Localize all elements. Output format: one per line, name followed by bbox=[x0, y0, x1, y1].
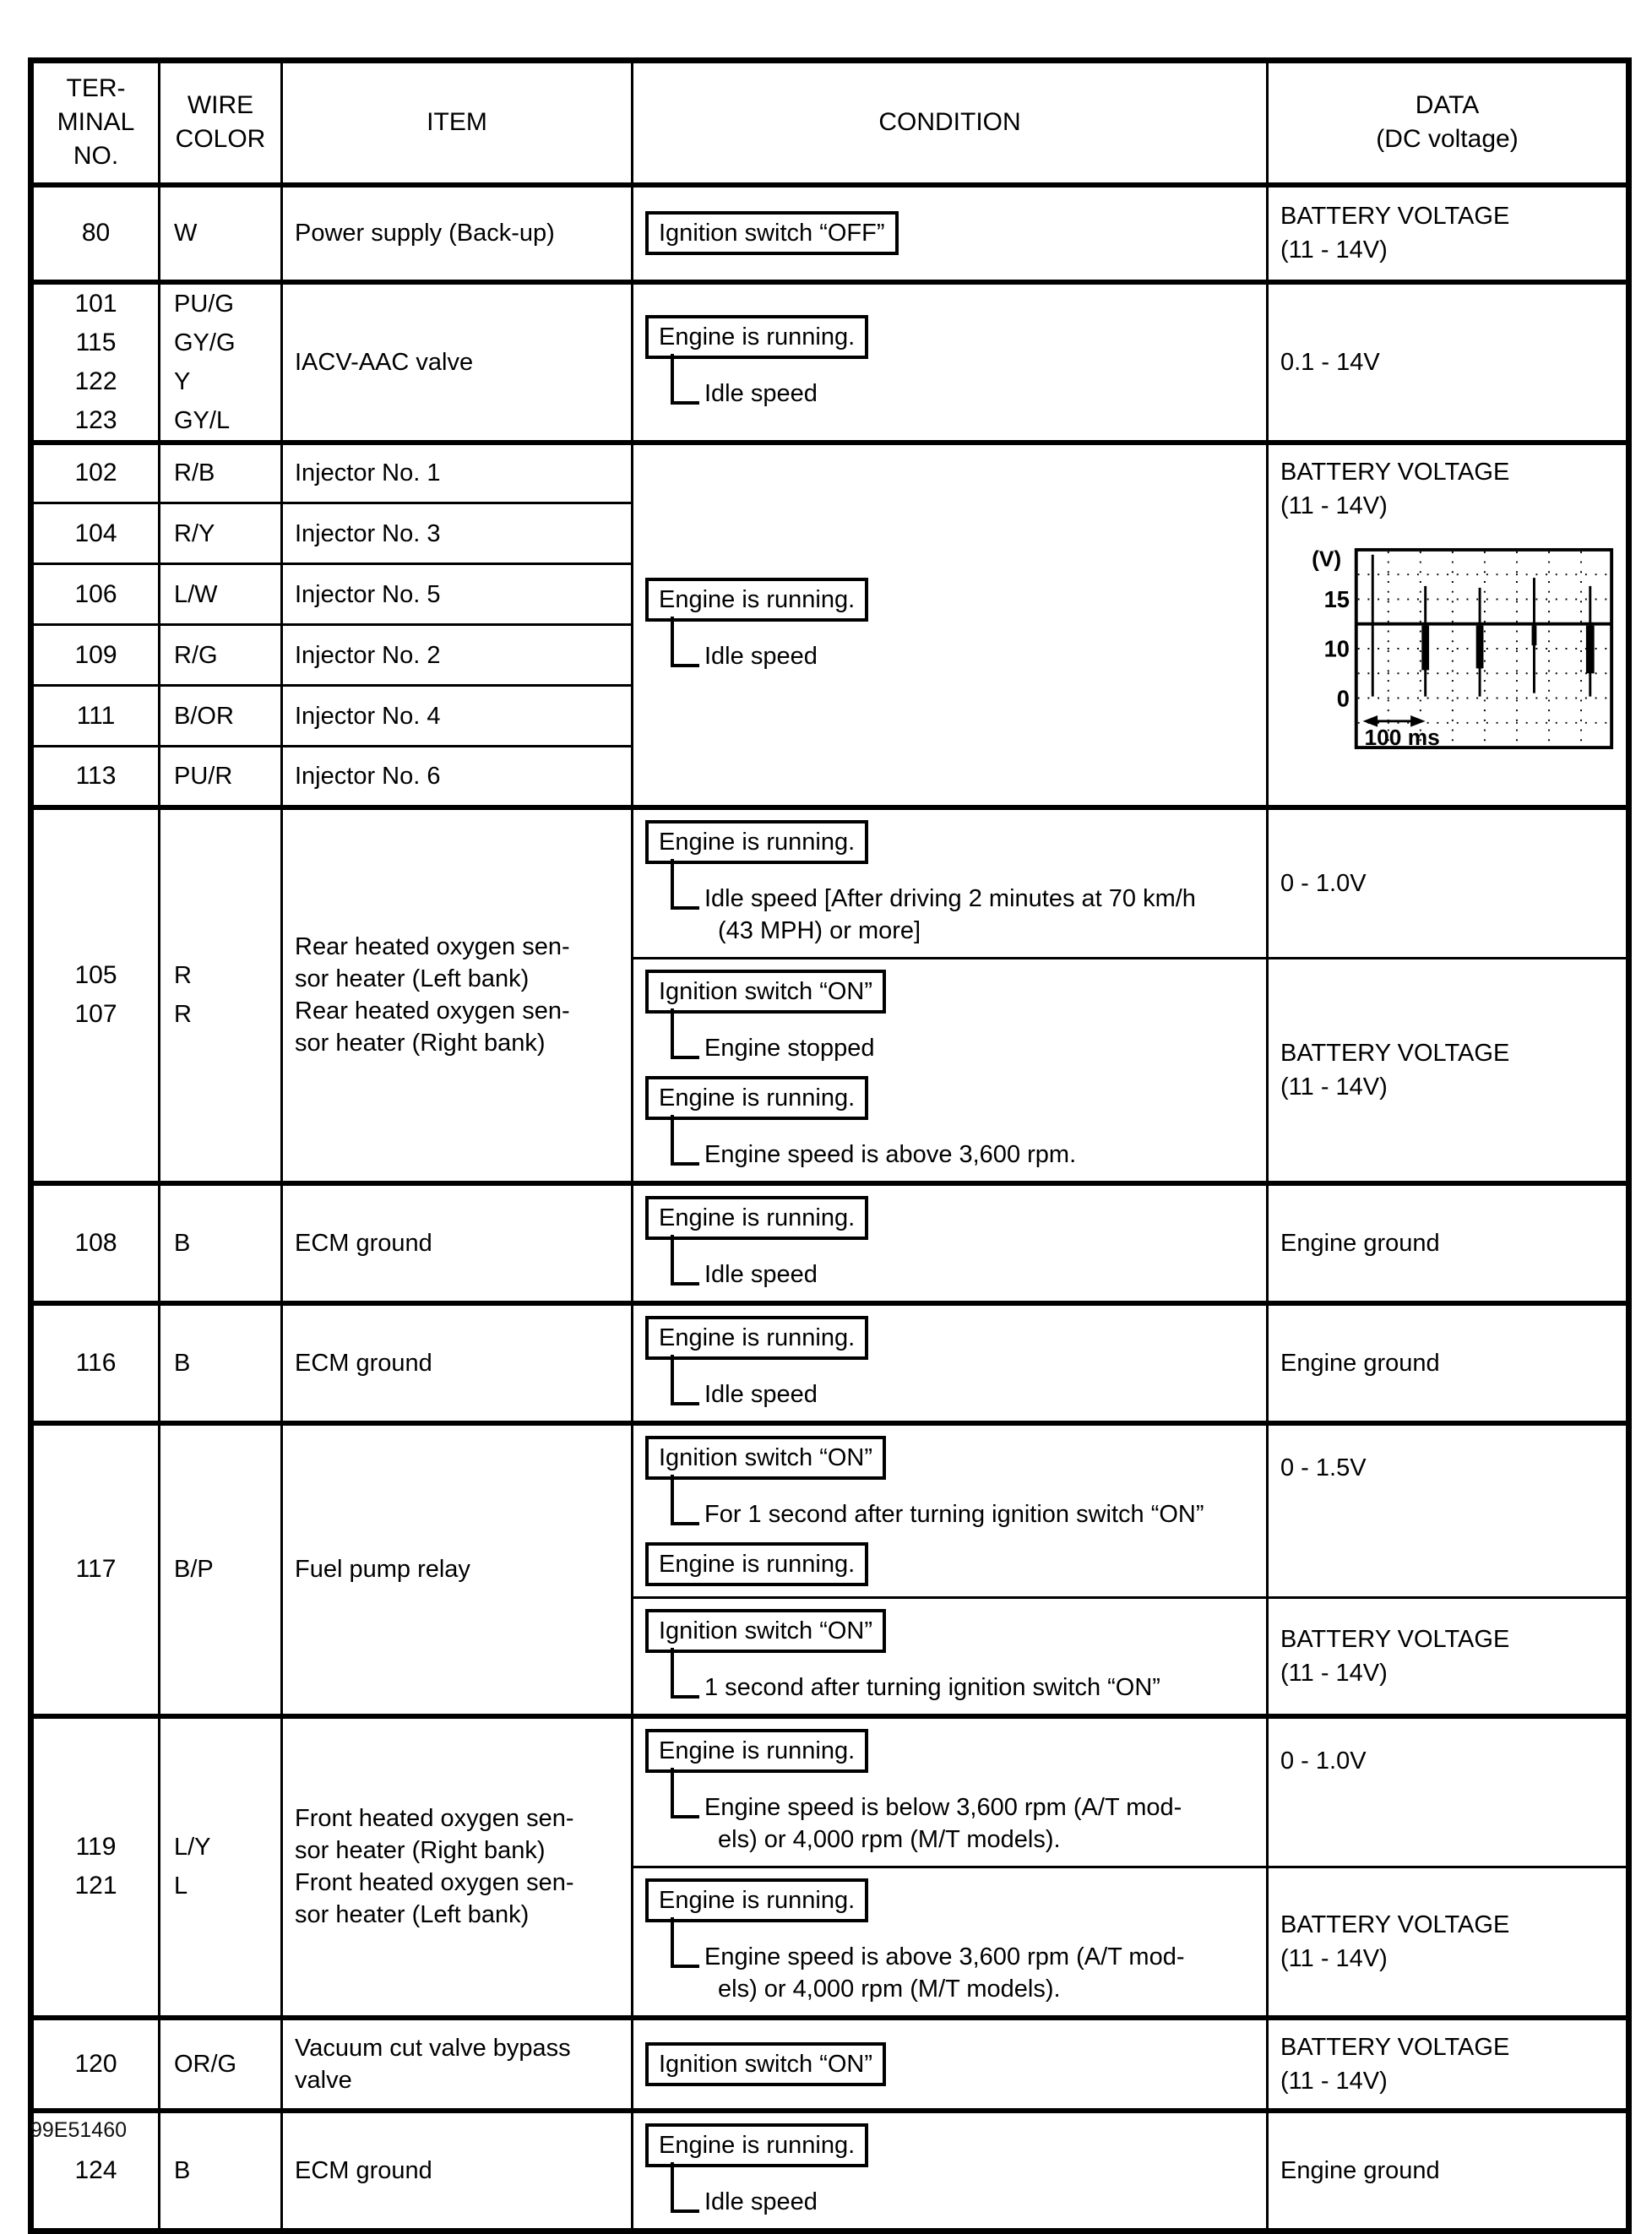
wire-color: B bbox=[174, 1229, 191, 1257]
tree-connector bbox=[664, 1488, 1204, 1530]
condition-box: Engine is running. bbox=[645, 1196, 868, 1240]
terminal-no: 105 bbox=[74, 961, 117, 989]
tree-connector bbox=[664, 1931, 1185, 2005]
item-cell bbox=[282, 747, 633, 807]
data-value: Engine ground bbox=[1280, 1229, 1440, 1257]
data-cell bbox=[1268, 1303, 1629, 1423]
condition-cell bbox=[633, 282, 1268, 443]
condition-box: Engine is running. bbox=[645, 578, 868, 622]
wire-color-cell bbox=[160, 282, 282, 443]
terminal-cell bbox=[31, 1303, 160, 1423]
scope-tick-0: 0 bbox=[1336, 684, 1350, 711]
wire-color: R/B bbox=[174, 459, 215, 487]
condition-box: Ignition switch “ON” bbox=[645, 970, 886, 1014]
tree-connector bbox=[664, 1781, 1182, 1856]
item-label: Vacuum cut valve bypass bbox=[295, 2034, 571, 2062]
data-value: (11 - 14V) bbox=[1280, 236, 1388, 264]
header-item bbox=[282, 61, 633, 185]
wire-color: PU/R bbox=[174, 762, 233, 790]
document-id: 99E51460 bbox=[30, 2118, 128, 2142]
item-cell bbox=[282, 185, 633, 282]
item-label: ECM ground bbox=[295, 1349, 432, 1377]
data-cell bbox=[1268, 1423, 1629, 1598]
table-row bbox=[31, 807, 1629, 959]
condition-box: Engine is running. bbox=[645, 820, 868, 864]
item-label: Front heated oxygen sen- bbox=[295, 1869, 574, 1896]
header-terminal-line3: NO. bbox=[73, 142, 119, 171]
data-value: Engine ground bbox=[1280, 2156, 1440, 2184]
terminal-no: 120 bbox=[74, 2049, 117, 2078]
scope-tick-10: 10 bbox=[1323, 635, 1350, 662]
header-terminal-line1: TER- bbox=[66, 74, 126, 103]
condition-box: Engine is running. bbox=[645, 1316, 868, 1360]
oscilloscope-chart bbox=[1280, 545, 1614, 762]
data-value: BATTERY VOLTAGE bbox=[1280, 1039, 1510, 1067]
condition-cell bbox=[633, 807, 1268, 959]
condition-box: Engine is running. bbox=[645, 1878, 868, 1922]
data-value: 0 - 1.5V bbox=[1280, 1454, 1367, 1481]
table-row bbox=[31, 185, 1629, 282]
condition-branch: Engine speed is above 3,600 rpm (A/T mod- bbox=[704, 1943, 1185, 1970]
condition-branch: Engine stopped bbox=[704, 1034, 875, 1062]
item-cell bbox=[282, 807, 633, 1183]
item-label: ECM ground bbox=[295, 2156, 432, 2184]
item-label: Injector No. 3 bbox=[295, 519, 441, 547]
item-cell bbox=[282, 443, 633, 503]
terminal-no: 117 bbox=[75, 1555, 117, 1583]
header-wire-line1: WIRE bbox=[187, 91, 254, 120]
wire-color: R bbox=[174, 962, 192, 989]
condition-cell bbox=[633, 2018, 1268, 2111]
data-value: BATTERY VOLTAGE bbox=[1280, 2033, 1510, 2061]
data-cell bbox=[1268, 1716, 1629, 1867]
scope-time-scale: 100 ms bbox=[1364, 724, 1440, 750]
wire-color: W bbox=[174, 220, 198, 247]
item-label: sor heater (Left bank) bbox=[295, 1901, 530, 1928]
condition-branch: Idle speed bbox=[704, 1380, 818, 1408]
item-label: sor heater (Right bank) bbox=[295, 1030, 546, 1057]
data-value: 0 - 1.0V bbox=[1280, 869, 1367, 897]
wire-color-cell bbox=[160, 1183, 282, 1303]
condition-branch: Idle speed [After driving 2 minutes at 70 km/h bbox=[704, 884, 1196, 912]
condition-cell bbox=[633, 443, 1268, 807]
terminal-cell bbox=[31, 185, 160, 282]
wire-color-cell bbox=[160, 2111, 282, 2231]
condition-box: Engine is running. bbox=[645, 1076, 868, 1120]
header-terminal-no bbox=[31, 61, 160, 185]
wire-color: L/Y bbox=[174, 1834, 211, 1861]
data-value: 0 - 1.0V bbox=[1280, 1747, 1367, 1775]
tree-connector bbox=[664, 1248, 818, 1291]
data-value: (11 - 14V) bbox=[1280, 1944, 1388, 1972]
condition-branch: Idle speed bbox=[704, 1260, 818, 1288]
condition-box: Engine is running. bbox=[645, 2123, 868, 2167]
terminal-no: 123 bbox=[74, 405, 117, 434]
scope-y-unit: (V) bbox=[1312, 545, 1342, 571]
data-value: 0.1 - 14V bbox=[1280, 348, 1380, 376]
wire-color: L/W bbox=[174, 580, 218, 608]
item-label: sor heater (Right bank) bbox=[295, 1837, 546, 1864]
tree-connector bbox=[664, 872, 1196, 947]
item-cell bbox=[282, 564, 633, 625]
item-label: Power supply (Back-up) bbox=[295, 220, 555, 247]
item-cell bbox=[282, 2111, 633, 2231]
tree-connector bbox=[664, 630, 818, 672]
data-cell bbox=[1268, 443, 1629, 807]
table-row bbox=[31, 1423, 1629, 1598]
item-label: Injector No. 5 bbox=[295, 580, 441, 608]
condition-branch: els) or 4,000 rpm (M/T models). bbox=[718, 1825, 1061, 1853]
item-cell bbox=[282, 686, 633, 747]
item-cell bbox=[282, 1303, 633, 1423]
scope-tick-15: 15 bbox=[1323, 585, 1350, 612]
condition-cell bbox=[633, 1303, 1268, 1423]
data-cell bbox=[1268, 807, 1629, 959]
data-value: (11 - 14V) bbox=[1280, 1659, 1388, 1687]
header-condition-label: CONDITION bbox=[878, 108, 1021, 137]
item-label: IACV-AAC valve bbox=[295, 348, 474, 376]
condition-box: Ignition switch “ON” bbox=[645, 1609, 886, 1653]
wire-color: GY/G bbox=[174, 329, 236, 356]
data-value: BATTERY VOLTAGE bbox=[1280, 1911, 1510, 1938]
item-cell bbox=[282, 625, 633, 686]
terminal-no: 113 bbox=[75, 761, 117, 790]
wire-color: GY/L bbox=[174, 406, 231, 434]
item-label: Injector No. 6 bbox=[295, 762, 441, 790]
data-value: BATTERY VOLTAGE bbox=[1280, 458, 1510, 486]
wire-color-cell bbox=[160, 1716, 282, 2018]
wire-color: Y bbox=[174, 367, 191, 395]
condition-branch: Idle speed bbox=[704, 642, 818, 670]
item-label: valve bbox=[295, 2066, 352, 2094]
header-terminal-line2: MINAL bbox=[57, 108, 135, 137]
terminal-cell bbox=[31, 503, 160, 564]
item-cell bbox=[282, 1716, 633, 2018]
wire-color-cell bbox=[160, 503, 282, 564]
condition-cell bbox=[633, 1423, 1268, 1598]
item-label: Injector No. 4 bbox=[295, 702, 441, 730]
data-value: Engine ground bbox=[1280, 1349, 1440, 1377]
terminal-no: 109 bbox=[74, 640, 117, 669]
condition-branch: Engine speed is above 3,600 rpm. bbox=[704, 1140, 1077, 1168]
terminal-cell bbox=[31, 2018, 160, 2111]
wire-color-cell bbox=[160, 185, 282, 282]
tree-connector bbox=[664, 1022, 875, 1064]
wire-color-cell bbox=[160, 807, 282, 1183]
condition-box: Engine is running. bbox=[645, 1729, 868, 1773]
wire-color-cell bbox=[160, 443, 282, 503]
header-data-line2: (DC voltage) bbox=[1376, 125, 1519, 154]
terminal-cell bbox=[31, 1716, 160, 2018]
item-cell bbox=[282, 2018, 633, 2111]
terminal-no: 111 bbox=[76, 701, 116, 730]
wire-color: B/P bbox=[174, 1556, 214, 1583]
wire-color: R/Y bbox=[174, 519, 215, 547]
wire-color: PU/G bbox=[174, 290, 234, 318]
header-condition bbox=[633, 61, 1268, 185]
terminal-cell bbox=[31, 282, 160, 443]
terminal-no: 115 bbox=[75, 328, 117, 356]
data-cell bbox=[1268, 2018, 1629, 2111]
table-row bbox=[31, 1716, 1629, 1867]
wire-color: R/G bbox=[174, 641, 218, 669]
terminal-no: 80 bbox=[81, 219, 111, 247]
header-wire-color bbox=[160, 61, 282, 185]
condition-branch: 1 second after turning ignition switch “ON” bbox=[704, 1673, 1160, 1701]
item-cell bbox=[282, 1183, 633, 1303]
terminal-no: 108 bbox=[74, 1228, 117, 1257]
wire-color-cell bbox=[160, 564, 282, 625]
wire-color: B bbox=[174, 1349, 191, 1377]
data-value: BATTERY VOLTAGE bbox=[1280, 1625, 1510, 1653]
condition-branch: Idle speed bbox=[704, 379, 818, 407]
data-cell bbox=[1268, 1183, 1629, 1303]
terminal-no: 122 bbox=[74, 367, 117, 395]
table-row bbox=[31, 282, 1629, 443]
terminal-no: 119 bbox=[75, 1833, 117, 1861]
item-label: Injector No. 2 bbox=[295, 641, 441, 669]
terminal-cell bbox=[31, 625, 160, 686]
data-value: (11 - 14V) bbox=[1280, 492, 1388, 519]
table-row bbox=[31, 2018, 1629, 2111]
table-row bbox=[31, 2111, 1629, 2231]
table-row bbox=[31, 1303, 1629, 1423]
terminal-cell bbox=[31, 747, 160, 807]
terminal-cell bbox=[31, 807, 160, 1183]
condition-cell bbox=[633, 958, 1268, 1183]
terminal-no: 124 bbox=[74, 2155, 117, 2184]
terminal-no: 116 bbox=[75, 1348, 117, 1377]
condition-cell bbox=[633, 1716, 1268, 1867]
terminal-cell bbox=[31, 686, 160, 747]
item-label: Injector No. 1 bbox=[295, 459, 441, 487]
wire-color-cell bbox=[160, 1303, 282, 1423]
wire-color: B bbox=[174, 2156, 191, 2184]
data-cell bbox=[1268, 958, 1629, 1183]
wire-color-cell bbox=[160, 686, 282, 747]
header-wire-line2: COLOR bbox=[175, 125, 266, 154]
condition-box: Ignition switch “OFF” bbox=[645, 211, 899, 255]
item-cell bbox=[282, 1423, 633, 1716]
condition-cell bbox=[633, 1183, 1268, 1303]
terminal-cell bbox=[31, 443, 160, 503]
header-item-label: ITEM bbox=[427, 108, 487, 137]
item-label: Front heated oxygen sen- bbox=[295, 1805, 574, 1832]
terminal-no: 101 bbox=[74, 289, 117, 318]
wire-color: R bbox=[174, 1001, 192, 1028]
data-cell bbox=[1268, 282, 1629, 443]
terminal-data-table bbox=[28, 57, 1632, 2234]
condition-branch: Idle speed bbox=[704, 2188, 818, 2215]
condition-box: Ignition switch “ON” bbox=[645, 1436, 886, 1480]
tree-connector bbox=[664, 367, 818, 410]
wire-color: L bbox=[174, 1873, 188, 1900]
data-cell bbox=[1268, 1597, 1629, 1716]
terminal-cell bbox=[31, 564, 160, 625]
condition-cell bbox=[633, 2111, 1268, 2231]
wire-color-cell bbox=[160, 2018, 282, 2111]
condition-branch: (43 MPH) or more] bbox=[718, 916, 921, 944]
wire-color: OR/G bbox=[174, 2050, 237, 2078]
header-data bbox=[1268, 61, 1629, 185]
condition-cell bbox=[633, 1597, 1268, 1716]
terminal-no: 102 bbox=[74, 459, 117, 487]
item-label: ECM ground bbox=[295, 1229, 432, 1257]
item-label: Fuel pump relay bbox=[295, 1556, 470, 1583]
wire-color-cell bbox=[160, 747, 282, 807]
terminal-no: 104 bbox=[74, 519, 117, 547]
condition-branch: els) or 4,000 rpm (M/T models). bbox=[718, 1975, 1061, 2003]
wire-color-cell bbox=[160, 625, 282, 686]
terminal-cell bbox=[31, 1183, 160, 1303]
data-cell bbox=[1268, 2111, 1629, 2231]
item-label: sor heater (Left bank) bbox=[295, 965, 530, 992]
terminal-no: 107 bbox=[74, 1000, 117, 1028]
header-data-line1: DATA bbox=[1415, 91, 1480, 120]
table-header-row bbox=[31, 61, 1629, 185]
terminal-no: 106 bbox=[74, 579, 117, 608]
condition-cell bbox=[633, 1867, 1268, 2018]
item-label: Rear heated oxygen sen- bbox=[295, 997, 570, 1025]
tree-connector bbox=[664, 1128, 1076, 1171]
tree-connector bbox=[664, 2176, 818, 2218]
condition-box: Ignition switch “ON” bbox=[645, 2042, 886, 2086]
tree-connector bbox=[664, 1368, 818, 1411]
data-value: (11 - 14V) bbox=[1280, 1073, 1388, 1101]
data-cell bbox=[1268, 1867, 1629, 2018]
data-cell bbox=[1268, 185, 1629, 282]
terminal-cell bbox=[31, 1423, 160, 1716]
terminal-no: 121 bbox=[74, 1872, 117, 1900]
condition-box: Engine is running. bbox=[645, 315, 868, 359]
data-value: BATTERY VOLTAGE bbox=[1280, 203, 1510, 230]
condition-box: Engine is running. bbox=[645, 1542, 868, 1586]
table-row bbox=[31, 1183, 1629, 1303]
wire-color-cell bbox=[160, 1423, 282, 1716]
table-row bbox=[31, 443, 1629, 503]
item-label: Rear heated oxygen sen- bbox=[295, 933, 570, 960]
wire-color: B/OR bbox=[174, 702, 234, 730]
tree-connector bbox=[664, 1661, 1160, 1704]
item-cell bbox=[282, 503, 633, 564]
condition-branch: Engine speed is below 3,600 rpm (A/T mod- bbox=[704, 1793, 1182, 1821]
item-cell bbox=[282, 282, 633, 443]
condition-branch: For 1 second after turning ignition switch “ON” bbox=[704, 1500, 1204, 1528]
data-value: (11 - 14V) bbox=[1280, 2067, 1388, 2095]
condition-cell bbox=[633, 185, 1268, 282]
